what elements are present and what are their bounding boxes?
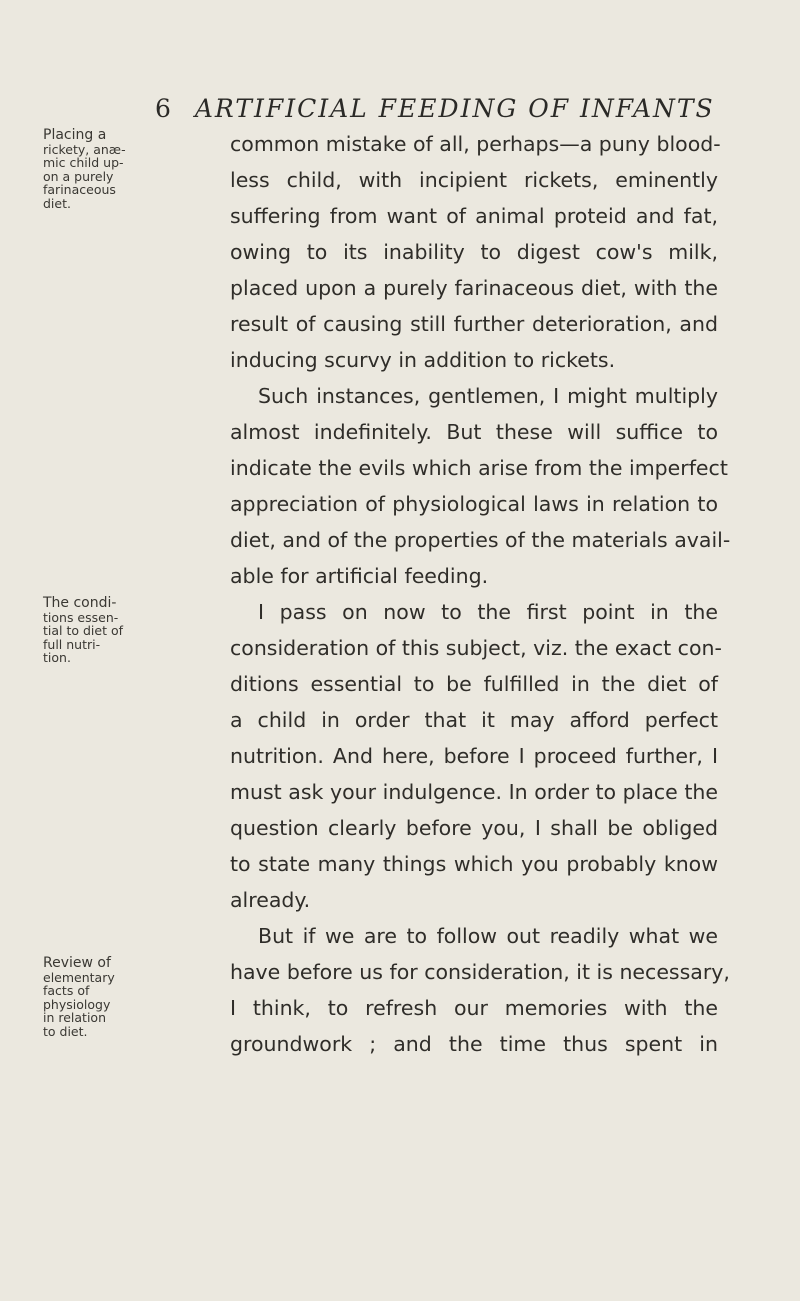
text-line: to state many things which you probably know <box>230 852 718 876</box>
text-line: already. <box>230 888 311 912</box>
sidenote-line: Review of <box>43 955 111 971</box>
text-line: I think, to refresh our memories with the <box>230 996 718 1020</box>
page-number: 6 <box>155 94 172 123</box>
text-line: groundwork ; and the time thus spent in <box>230 1032 718 1056</box>
sidenote-placing-child <box>43 129 133 210</box>
sidenote-line: tial to diet of <box>43 623 124 638</box>
sidenote-line: tion. <box>43 650 71 665</box>
sidenote-line: farinaceous <box>43 182 116 197</box>
text-line: suffering from want of animal proteid and fat, <box>230 204 718 228</box>
sidenote-line: full nutri- <box>43 636 101 652</box>
text-line: diet, and of the properties of the materials avail- <box>230 528 731 552</box>
text-line: But if we are to follow out readily what we <box>258 924 718 948</box>
sidenote-line: to diet. <box>43 1023 88 1039</box>
text-line: able for artificial feeding. <box>230 564 489 588</box>
sidenote-review <box>43 957 133 1038</box>
sidenote-conditions <box>43 597 133 665</box>
sidenote-line: on a purely <box>43 168 114 184</box>
text-line: question clearly before you, I shall be obliged <box>230 816 718 840</box>
text-line: almost indefinitely. But these will suffice to <box>230 420 718 444</box>
running-header <box>155 94 715 123</box>
sidenote-line: Placing a <box>43 127 107 143</box>
text-line: a child in order that it may afford perfect <box>230 708 718 732</box>
text-line: nutrition. And here, before I proceed further, I <box>230 744 718 768</box>
text-line: ditions essential to be fulfilled in the diet of <box>230 672 718 696</box>
sidenote-line: tions essen- <box>43 609 119 625</box>
text-line: have before us for consideration, it is necessary, <box>230 960 730 984</box>
running-title: ARTIFICIAL FEEDING OF INFANTS <box>194 94 715 123</box>
text-line: inducing scurvy in addition to rickets. <box>230 348 616 372</box>
sidenote-line: rickety, anæ- <box>43 141 126 157</box>
sidenote-line: diet. <box>43 195 71 211</box>
sidenote-line: physiology <box>43 996 111 1012</box>
sidenote-line: elementary <box>43 969 115 985</box>
text-line: placed upon a purely farinaceous diet, with the <box>230 276 718 300</box>
text-line: indicate the evils which arise from the imperfect <box>230 456 728 480</box>
text-line: result of causing still further deterioration, and <box>230 312 718 336</box>
text-line: I pass on now to the first point in the <box>258 600 718 624</box>
body-text <box>230 126 731 1062</box>
text-line: common mistake of all, perhaps—a puny blood- <box>230 132 721 156</box>
text-line: less child, with incipient rickets, eminently <box>230 168 718 192</box>
text-line: owing to its inability to digest cow's milk, <box>230 240 718 264</box>
sidenote-line: mic child up- <box>43 155 124 170</box>
text-line: consideration of this subject, viz. the exact con- <box>230 636 722 660</box>
text-line: Such instances, gentlemen, I might multiply <box>258 384 718 408</box>
text-line: must ask your indulgence. In order to place the <box>230 780 718 804</box>
sidenote-line: The condi- <box>43 595 117 611</box>
sidenote-line: in relation <box>43 1010 107 1025</box>
sidenote-line: facts of <box>43 983 90 998</box>
text-line: appreciation of physiological laws in relation to <box>230 492 718 516</box>
